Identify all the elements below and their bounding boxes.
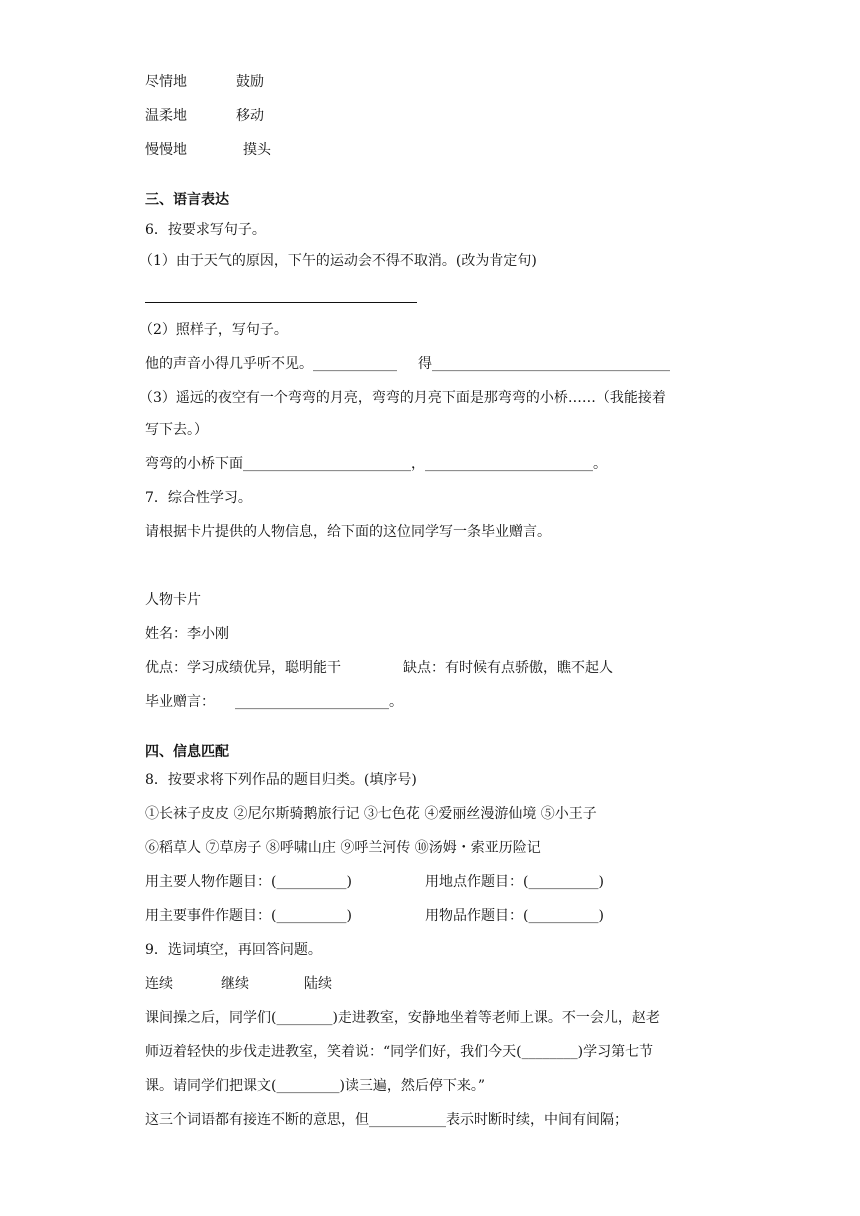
category-place: 用地点作题目：(__________) [425, 874, 604, 890]
question-7-title: 7．综合性学习。 [145, 490, 252, 506]
q6-part-2-example [145, 354, 670, 374]
q6-part-3-line-1: （3）遥远的夜空有一个弯弯的月亮，弯弯的月亮下面是那弯弯的小桥……（我能接着 [139, 390, 666, 406]
question-9-title: 9．选词填空，再回答问题。 [145, 942, 322, 958]
word-choices [145, 974, 332, 994]
match-row [145, 106, 264, 126]
question-8-title: 8．按要求将下列作品的题目归类。(填序号) [145, 772, 417, 788]
passage-line-1: 课间操之后，同学们(________)走进教室，安静地坐着等老师上课。不一会儿，赵老 [145, 1010, 660, 1026]
passage-line-3: 课。请同学们把课文(_________)读三遍，然后停下来。” [145, 1078, 486, 1094]
question-6-title: 6．按要求写句子。 [145, 222, 266, 238]
match-right: 移动 [236, 108, 264, 124]
word-choice: 陆续 [304, 976, 332, 992]
works-list-line-1: ①长袜子皮皮 ②尼尔斯骑鹅旅行记 ③七色花 ④爱丽丝漫游仙境 ⑤小王子 [145, 806, 597, 822]
q6-part-2-example-b: 得__________________________________ [418, 356, 670, 372]
q9-question: 这三个词语都有接连不断的意思，但___________表示时断时续，中间有间隔； [145, 1112, 628, 1128]
match-right: 摸头 [243, 142, 271, 158]
match-row [145, 140, 271, 160]
category-person: 用主要人物作题目：(__________) [145, 874, 352, 890]
match-row [145, 72, 264, 92]
section-heading-3: 三、语言表达 [145, 192, 229, 208]
works-list-line-2: ⑥稻草人 ⑦草房子 ⑧呼啸山庄 ⑨呼兰河传 ⑩汤姆・索亚历险记 [145, 840, 541, 856]
category-event: 用主要事件作题目：(__________) [145, 908, 352, 924]
match-left: 尽情地 [145, 74, 187, 90]
passage-line-2: 师迈着轻快的步伐走进教室，笑着说：“同学们好，我们今天(________)学习第七节 [145, 1044, 654, 1060]
word-choice: 连续 [145, 976, 173, 992]
q6-part-3-fill: 弯弯的小桥下面________________________，________________________。 [145, 456, 607, 472]
q6-part-3-line-2: 写下去。） [145, 422, 208, 438]
profile-fault: 缺点：有时候有点骄傲，瞧不起人 [403, 660, 613, 676]
profile-traits [145, 658, 613, 678]
profile-merit: 优点：学习成绩优异，聪明能干 [145, 660, 341, 676]
section-heading-4: 四、信息匹配 [145, 744, 229, 760]
q6-part-1: （1）由于天气的原因，下午的运动会不得不取消。(改为肯定句) [139, 253, 537, 269]
match-right: 鼓励 [236, 74, 264, 90]
category-row [145, 872, 604, 892]
graduation-message-blank: ______________________。 [235, 694, 403, 710]
graduation-message-label: 毕业赠言： [145, 694, 215, 710]
q6-part-2-example-a: 他的声音小得几乎听不见。____________ [145, 356, 397, 372]
graduation-message [145, 692, 403, 712]
match-left: 慢慢地 [145, 142, 187, 158]
profile-name: 姓名：李小刚 [145, 626, 229, 642]
profile-card-title: 人物卡片 [145, 592, 201, 608]
category-row [145, 906, 604, 926]
word-choice: 继续 [221, 976, 249, 992]
q7-prompt: 请根据卡片提供的人物信息，给下面的这位同学写一条毕业赠言。 [145, 524, 551, 540]
category-object: 用物品作题目：(__________) [425, 908, 604, 924]
q6-part-1-answer-line [145, 302, 417, 303]
q6-part-2: （2）照样子，写句子。 [139, 322, 288, 338]
match-left: 温柔地 [145, 108, 187, 124]
